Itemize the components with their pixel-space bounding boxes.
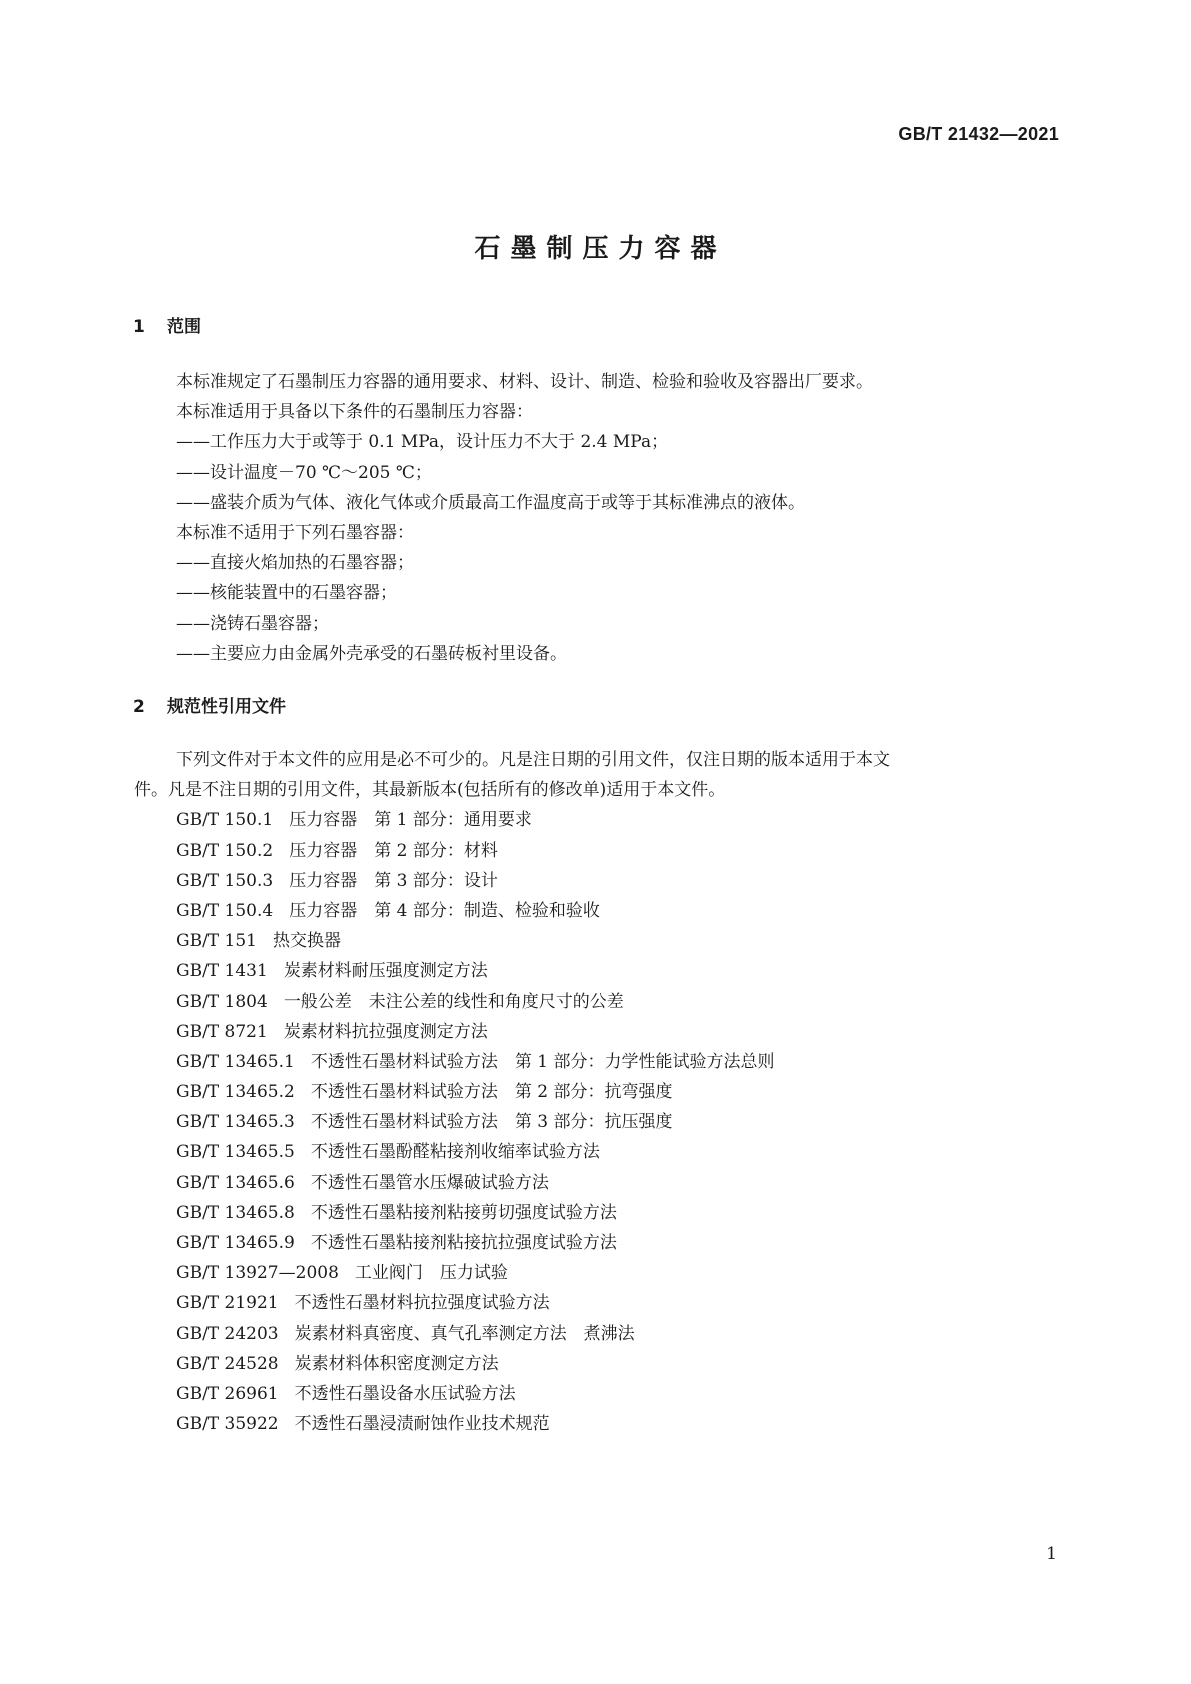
reference-item xyxy=(176,866,1071,896)
reference-title: 不透性石墨材料抗拉强度试验方法 xyxy=(294,1293,550,1314)
reference-item xyxy=(176,805,1071,835)
reference-code: GB/T 24528 xyxy=(176,1353,279,1374)
reference-code: GB/T 13465.3 xyxy=(176,1112,295,1133)
reference-code: GB/T 150.2 xyxy=(176,840,274,861)
reference-title: 不透性石墨酚醛粘接剂收缩率试验方法 xyxy=(310,1142,600,1163)
reference-code: GB/T 1804 xyxy=(176,991,268,1012)
section-1-number: 1 xyxy=(133,317,145,337)
section-1-heading xyxy=(133,312,201,337)
reference-title: 炭素材料耐压强度测定方法 xyxy=(283,961,488,982)
section-1-line: 本标准不适用于下列石墨容器： xyxy=(176,522,414,543)
reference-item xyxy=(176,1379,1071,1409)
reference-item xyxy=(176,1258,1071,1288)
reference-title: 压力容器 第 1 部分：通用要求 xyxy=(289,810,532,831)
reference-title: 不透性石墨设备水压试验方法 xyxy=(294,1383,516,1404)
reference-code: GB/T 13927—2008 xyxy=(176,1263,339,1284)
reference-code: GB/T 150.4 xyxy=(176,900,274,921)
reference-title: 炭素材料体积密度测定方法 xyxy=(294,1353,499,1374)
reference-title: 炭素材料真密度、真气孔率测定方法 煮沸法 xyxy=(294,1323,635,1344)
reference-item xyxy=(176,926,1071,956)
reference-code: GB/T 8721 xyxy=(176,1021,268,1042)
section-2-intro-line-1: 下列文件对于本文件的应用是必不可少的。凡是注日期的引用文件，仅注日期的版本适用于本文 xyxy=(176,750,890,770)
reference-title: 工业阀门 压力试验 xyxy=(354,1263,508,1284)
reference-item xyxy=(176,1168,1071,1198)
section-1-line: ——设计温度－70 ℃～205 ℃； xyxy=(176,462,432,483)
section-2-heading xyxy=(133,692,286,717)
page-number: 1 xyxy=(1046,1544,1057,1564)
reference-item xyxy=(176,896,1071,926)
reference-code: GB/T 35922 xyxy=(176,1414,279,1435)
reference-title: 不透性石墨浸渍耐蚀作业技术规范 xyxy=(294,1414,550,1435)
reference-title: 不透性石墨粘接剂粘接抗拉强度试验方法 xyxy=(310,1233,617,1254)
section-1-line: ——盛装介质为气体、液化气体或介质最高工作温度高于或等于其标准沸点的液体。 xyxy=(176,492,805,513)
reference-title: 炭素材料抗拉强度测定方法 xyxy=(283,1021,488,1042)
reference-code: GB/T 13465.6 xyxy=(176,1172,295,1193)
reference-title: 不透性石墨材料试验方法 第 3 部分：抗压强度 xyxy=(310,1112,673,1133)
reference-code: GB/T 1431 xyxy=(176,961,268,982)
section-1-line: ——直接火焰加热的石墨容器； xyxy=(176,553,414,574)
reference-item xyxy=(176,1047,1071,1077)
section-2-number: 2 xyxy=(133,697,145,717)
reference-code: GB/T 13465.2 xyxy=(176,1082,295,1103)
reference-title: 压力容器 第 2 部分：材料 xyxy=(289,840,498,861)
reference-item xyxy=(176,1349,1071,1379)
section-2-body xyxy=(134,745,1071,1439)
reference-item xyxy=(176,1137,1071,1167)
reference-item xyxy=(176,987,1071,1017)
section-2-title: 规范性引用文件 xyxy=(167,697,286,717)
section-2-intro-line-2: 件。凡是不注日期的引用文件，其最新版本(包括所有的修改单)适用于本文件。 xyxy=(134,780,726,801)
reference-item xyxy=(176,836,1071,866)
document-title: 石墨制压力容器 xyxy=(474,234,727,264)
reference-code: GB/T 21921 xyxy=(176,1293,279,1314)
reference-title: 不透性石墨材料试验方法 第 2 部分：抗弯强度 xyxy=(310,1082,673,1103)
reference-title: 一般公差 未注公差的线性和角度尺寸的公差 xyxy=(283,991,624,1012)
reference-item xyxy=(176,1017,1071,1047)
reference-title: 压力容器 第 3 部分：设计 xyxy=(289,870,498,891)
section-1-line: 本标准适用于具备以下条件的石墨制压力容器： xyxy=(176,402,533,423)
reference-item xyxy=(176,1077,1071,1107)
standard-code: GB/T 21432—2021 xyxy=(898,124,1059,144)
reference-title: 不透性石墨材料试验方法 第 1 部分：力学性能试验方法总则 xyxy=(310,1051,775,1072)
reference-code: GB/T 13465.1 xyxy=(176,1051,295,1072)
section-1-body xyxy=(176,367,1071,669)
reference-code: GB/T 150.3 xyxy=(176,870,274,891)
section-1-line: ——工作压力大于或等于 0.1 MPa，设计压力不大于 2.4 MPa； xyxy=(176,432,669,453)
reference-code: GB/T 24203 xyxy=(176,1323,279,1344)
reference-item xyxy=(176,1107,1071,1137)
reference-title: 不透性石墨管水压爆破试验方法 xyxy=(310,1172,549,1193)
reference-item xyxy=(176,1319,1071,1349)
section-2-intro xyxy=(134,745,1071,805)
reference-code: GB/T 150.1 xyxy=(176,810,274,831)
section-1-line: ——浇铸石墨容器； xyxy=(176,613,329,634)
reference-item xyxy=(176,956,1071,986)
reference-item xyxy=(176,1409,1071,1439)
section-1-line: ——主要应力由金属外壳承受的石墨砖板衬里设备。 xyxy=(176,643,567,664)
reference-title: 不透性石墨粘接剂粘接剪切强度试验方法 xyxy=(310,1202,617,1223)
reference-code: GB/T 13465.9 xyxy=(176,1233,295,1254)
reference-item xyxy=(176,1288,1071,1318)
section-1-title: 范围 xyxy=(167,317,201,337)
section-1-line: ——核能装置中的石墨容器； xyxy=(176,583,397,604)
reference-code: GB/T 13465.5 xyxy=(176,1142,295,1163)
reference-item xyxy=(176,1228,1071,1258)
reference-title: 压力容器 第 4 部分：制造、检验和验收 xyxy=(289,900,600,921)
reference-item xyxy=(176,1198,1071,1228)
reference-code: GB/T 13465.8 xyxy=(176,1202,295,1223)
section-1-line: 本标准规定了石墨制压力容器的通用要求、材料、设计、制造、检验和验收及容器出厂要求。 xyxy=(176,372,873,392)
reference-code: GB/T 151 xyxy=(176,931,257,952)
reference-title: 热交换器 xyxy=(273,931,341,952)
reference-code: GB/T 26961 xyxy=(176,1383,279,1404)
